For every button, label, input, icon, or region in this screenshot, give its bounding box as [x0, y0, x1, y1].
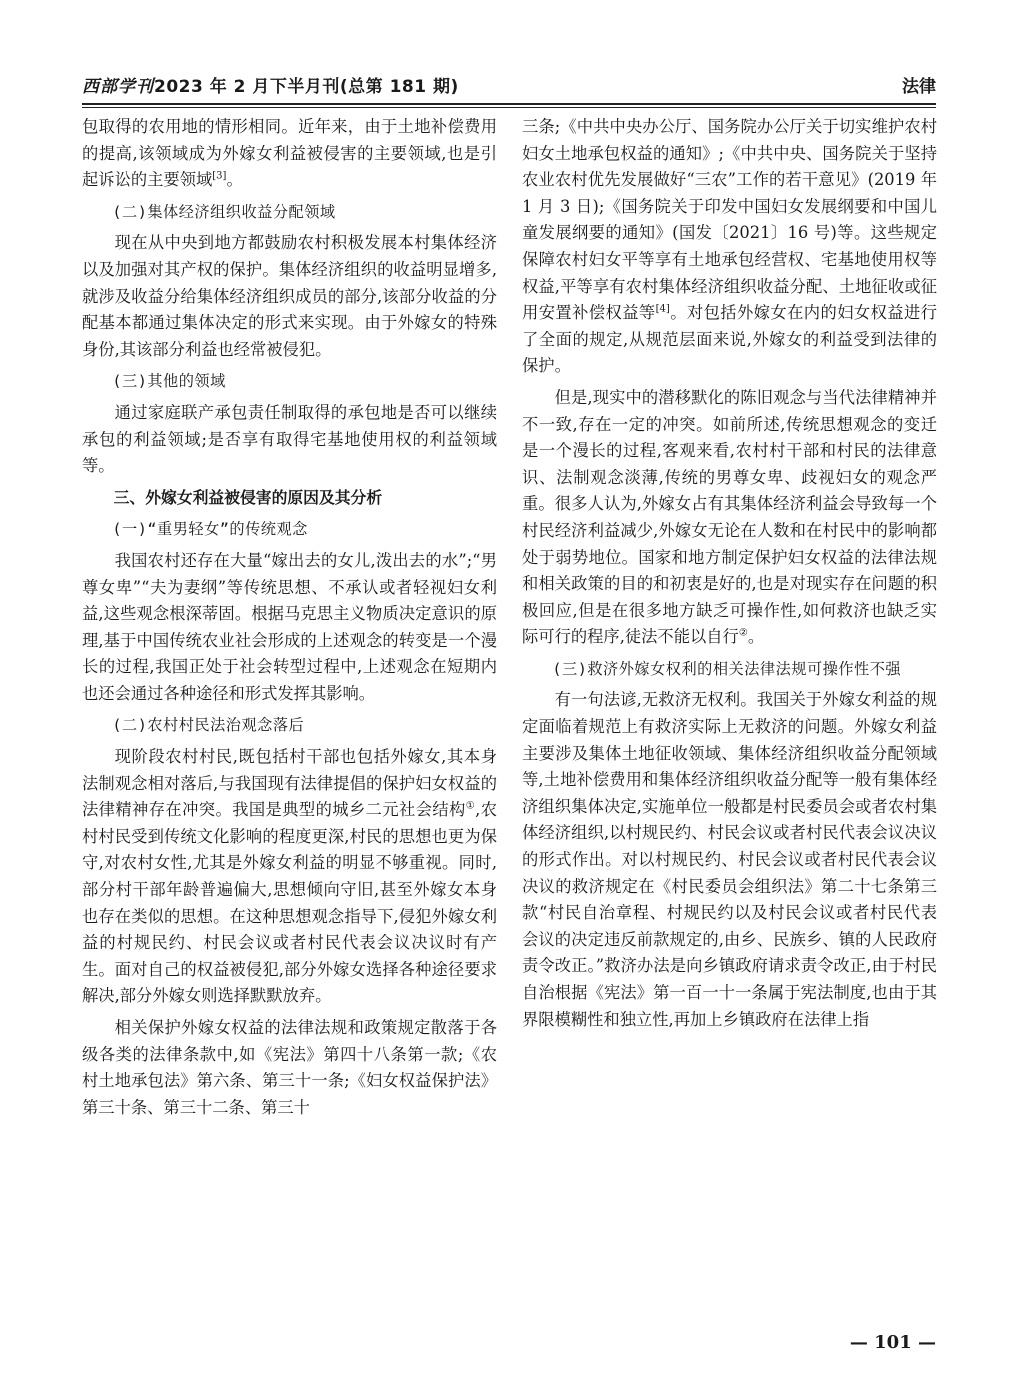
header-rule [82, 103, 936, 105]
page-number: — 101 — [849, 1332, 936, 1353]
paragraph: 包取得的农用地的情形相同。近年来，由于土地补偿费用的提高,该领域成为外嫁女利益被侵害的主要领域,也是引起诉讼的主要领域[3]。 [82, 117, 497, 190]
paragraph: 我国农村还存在大量“嫁出去的女儿,泼出去的水”;“男尊女卑”“夫为妻纲”等传统思想、不承认或者轻视妇女利益,这些观念根深蒂固。根据马克思主义物质决定意识的原理,基于中国传统农业社会形成的上述观念的转变是一个漫长的过程,我国正处于社会转型过程中,上述观念在短期内也还会通过各种途径和形式发挥其影响。 [82, 550, 497, 703]
paragraph: 但是,现实中的潜移默化的陈旧观念与当代法律精神并不一致,存在一定的冲突。如前所述,传统思想观念的变迁是一个漫长的过程,客观来看,农村村干部和村民的法律意识、法制观念淡薄,传统的男尊女卑、歧视妇女的观念严重。很多人认为,外嫁女占有其集体经济利益会导致每一个村民经济利益减少,外嫁女无论在人数和在村民中的影响都处于弱势地位。国家和地方制定保护妇女权益的法律法规和相关政策的目的和初衷是好的,也是对现实存在问题的积极回应,但是在很多地方缺乏可操作性,如何救济也缺乏实际可行的程序,徒法不能以自行②。 [522, 387, 937, 647]
journal-issue: 西部学刊2023 年 2 月下半月刊(总第 181 期) [82, 77, 459, 97]
citation: [3] [212, 170, 227, 182]
paragraph: 现阶段农村村民,既包括村干部也包括外嫁女,其本身法制观念相对落后,与我国现有法律提倡的保护妇女权益的法律精神存在冲突。我国是典型的城乡二元社会结构①,农村村民受到传统文化影响的程度更深,村民的思想也更为保守,对农村女性,尤其是外嫁女利益的明显不够重视。同时,部分村干部年龄普遍偏大,思想倾向守旧,甚至外嫁女本身也存在类似的思想。在这种思想观念指导下,侵犯外嫁女利益的村规民约、村民会议或者村民代表会议决议时有产生。面对自己的权益被侵犯,部分外嫁女选择各种途径要求解决,部分外嫁女则选择默默放弃。 [82, 747, 497, 1006]
section-heading: 三、外嫁女利益被侵害的原因及其分析 [113, 487, 383, 507]
subsection-heading: (二)集体经济组织收益分配领域 [112, 202, 336, 221]
subsection-heading: (三)救济外嫁女权利的相关法律法规可操作性不强 [552, 659, 902, 678]
subsection-heading: (三)其他的领域 [112, 372, 226, 391]
paragraph: 相关保护外嫁女权益的法律法规和政策规定散落于各级各类的法律条款中,如《宪法》第四十八条第一款;《农村土地承包法》第六条、第三十一条;《妇女权益保护法》第三十条、第三十二条、第三十 [82, 1018, 497, 1117]
paragraph: 三条;《中共中央办公厅、国务院办公厅关于切实维护农村妇女土地承包权益的通知》;《中共中央、国务院关于坚持农业农村优先发展做好“三农”工作的若干意见》(2019 年 1 月 3 日);《国务院关于印发中国妇女发展纲要和中国儿童发展纲要的通知》(国发〔2021〕16 号)等。这些规定保障农村妇女平等享有土地承包经营权、宅基地使用权等权益,平等享有农村集体经济组织收益分配、土地征收或征用安置补偿权益等[4]。对包括外嫁女在内的妇女权益进行了全面的规定,从规范层面来说,外嫁女的利益受到法律的保护。 [522, 117, 937, 376]
header-rule-thin [82, 107, 936, 108]
footnote-marker: ① [465, 800, 476, 812]
journal-logo: 西部学刊 [82, 77, 154, 97]
subsection-heading: (一)“重男轻女”的传统观念 [112, 520, 308, 539]
paragraph: 通过家庭联产承包责任制取得的承包地是否可以继续承包的利益领域;是否享有取得宅基地使用权的利益领域等。 [82, 402, 497, 476]
subsection-heading: (二)农村村民法治观念落后 [112, 716, 305, 735]
running-header [82, 72, 936, 102]
paragraph: 现在从中央到地方都鼓励农村积极发展本村集体经济以及加强对其产权的保护。集体经济组织的收益明显增多,就涉及收益分给集体经济组织成员的部分,该部分收益的分配基本都通过集体决定的形式来实现。由于外嫁女的特殊身份,其该部分利益也经常被侵犯。 [82, 233, 497, 359]
paragraph: 有一句法谚,无救济无权利。我国关于外嫁女利益的规定面临着规范上有救济实际上无救济的问题。外嫁女利益主要涉及集体土地征收领域、集体经济组织收益分配领域等,土地补偿费用和集体经济组织收益分配等一般有集体经济组织集体决定,实施单位一般都是村民委员会或者农村集体经济组织,以村规民约、村民会议或者村民代表会议决议的形式作出。对以村规民约、村民会议或者村民代表会议决议的救济规定在《村民委员会组织法》第二十七条第三款“村民自治章程、村规民约以及村民会议或者村民代表会议的决定违反前款规定的,由乡、民族乡、镇的人民政府责令改正。”救济办法是向乡镇政府请求责令改正,由于村民自治根据《宪法》第一百一十一条属于宪法制度,也由于其界限模糊性和独立性,再加上乡镇政府在法律上指 [522, 690, 937, 1029]
right-column [522, 114, 937, 1033]
footnote-marker: ② [738, 627, 748, 639]
section-name: 法律 [902, 77, 936, 97]
left-column [82, 114, 497, 1121]
citation: [4] [655, 303, 670, 315]
